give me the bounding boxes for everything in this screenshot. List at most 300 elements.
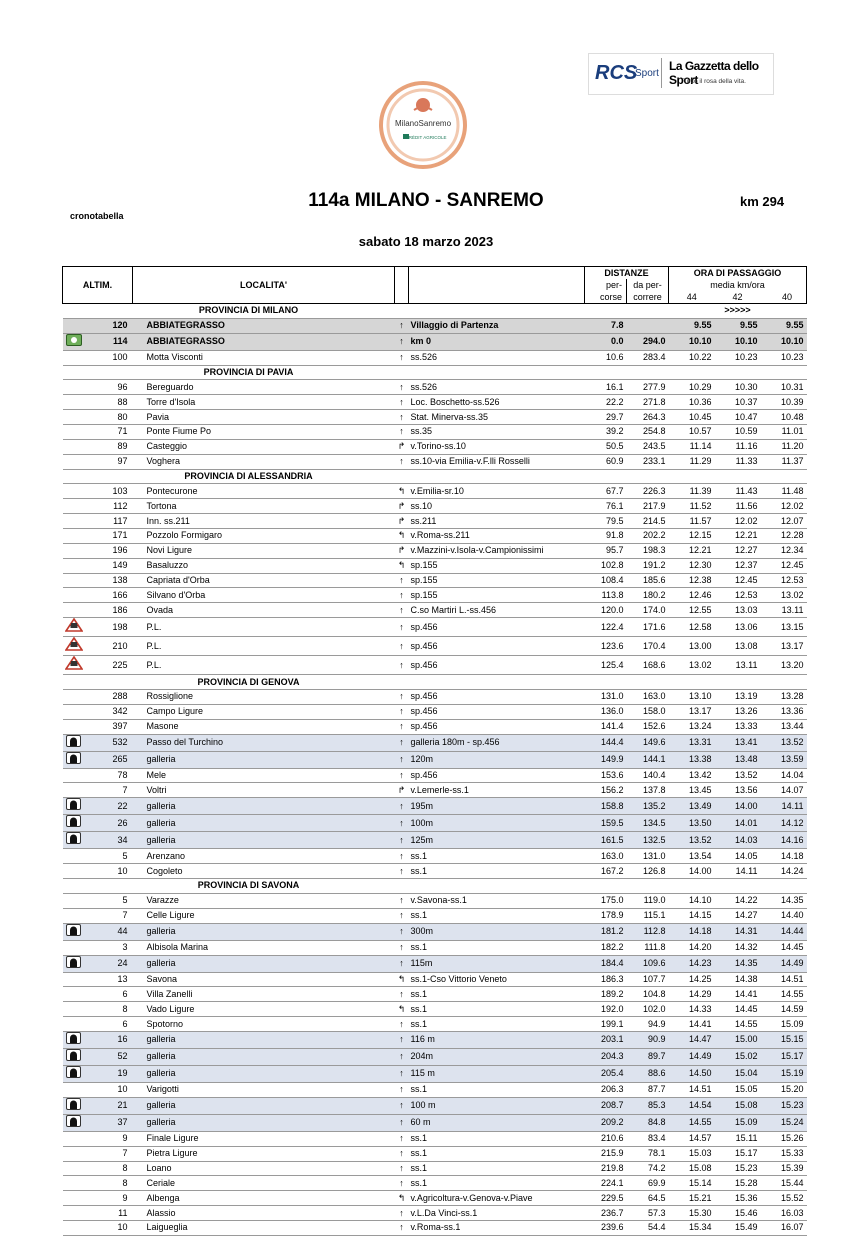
table-row	[63, 849, 807, 864]
distance-remaining: 134.5	[627, 815, 669, 832]
time-40: 15.19	[761, 1065, 807, 1082]
time-42: 12.37	[715, 558, 761, 573]
rcs-gazzetta-logo	[588, 53, 774, 95]
distance-covered: 163.0	[585, 849, 627, 864]
direction-arrow: ↑	[395, 987, 409, 1002]
time-42: 10.10	[715, 333, 761, 350]
road-info: sp.155	[409, 558, 585, 573]
table-row	[63, 410, 807, 425]
distance-remaining: 217.9	[627, 499, 669, 514]
table-row	[63, 656, 807, 675]
time-44: 13.24	[669, 719, 715, 734]
altitude: 52	[85, 1048, 133, 1065]
direction-arrow: ↑	[395, 588, 409, 603]
time-44: 12.46	[669, 588, 715, 603]
schedule-table	[62, 266, 806, 1236]
altitude: 22	[85, 798, 133, 815]
direction-cell	[395, 675, 409, 690]
table-row	[63, 815, 807, 832]
altitude: 16	[85, 1031, 133, 1048]
table-row	[63, 768, 807, 783]
altitude-cell	[85, 879, 133, 894]
time-40: 14.18	[761, 849, 807, 864]
distance-remaining: 163.0	[627, 690, 669, 705]
time-44: 13.54	[669, 849, 715, 864]
tunnel-icon	[63, 955, 85, 972]
level-crossing-icon	[63, 618, 85, 637]
road-info: ss.1	[409, 940, 585, 955]
gazzetta-logo-text: La Gazzetta dello Sport	[669, 59, 759, 87]
time-44: 14.49	[669, 1048, 715, 1065]
icon-cell	[63, 318, 85, 333]
location: Mele	[133, 768, 395, 783]
province-header	[63, 675, 807, 690]
distance-remaining: 191.2	[627, 558, 669, 573]
distance-covered: 79.5	[585, 514, 627, 529]
time-44: 11.57	[669, 514, 715, 529]
road-info: v.L.Da Vinci-ss.1	[409, 1206, 585, 1221]
time-42: 13.48	[715, 751, 761, 768]
dist-cell	[585, 879, 627, 894]
table-row	[63, 908, 807, 923]
direction-arrow: ↑	[395, 893, 409, 908]
time-42: 14.03	[715, 832, 761, 849]
time-40: 10.23	[761, 350, 807, 365]
icon-cell	[63, 454, 85, 469]
table-row	[63, 690, 807, 705]
time-40: 13.52	[761, 734, 807, 751]
time-42: 14.00	[715, 798, 761, 815]
direction-arrow: ↑	[395, 350, 409, 365]
time-42: 10.37	[715, 395, 761, 410]
direction-arrow: ↑	[395, 908, 409, 923]
icon-cell	[63, 849, 85, 864]
location: Vado Ligure	[133, 1002, 395, 1017]
road-info: sp.456	[409, 656, 585, 675]
table-row	[63, 395, 807, 410]
altitude: 26	[85, 815, 133, 832]
time-40: 16.03	[761, 1206, 807, 1221]
altitude: 10	[85, 864, 133, 879]
icon-cell	[63, 543, 85, 558]
time-40: 15.39	[761, 1161, 807, 1176]
road-info: v.Savona-ss.1	[409, 893, 585, 908]
distance-remaining: 277.9	[627, 380, 669, 395]
time-40: 14.35	[761, 893, 807, 908]
location: galleria	[133, 832, 395, 849]
distance-covered: 199.1	[585, 1017, 627, 1032]
road-info: 125m	[409, 832, 585, 849]
table-row	[63, 380, 807, 395]
time-44: 15.34	[669, 1220, 715, 1235]
direction-arrow: ↑	[395, 1097, 409, 1114]
distance-covered: 123.6	[585, 637, 627, 656]
altitude: 149	[85, 558, 133, 573]
time-44: 14.18	[669, 923, 715, 940]
time-44: 10.22	[669, 350, 715, 365]
altitude-cell	[85, 675, 133, 690]
altitude: 21	[85, 1097, 133, 1114]
time-42: 14.27	[715, 908, 761, 923]
time-42: 10.30	[715, 380, 761, 395]
road-info: ss.1	[409, 1082, 585, 1097]
table-row	[63, 704, 807, 719]
altitude: 44	[85, 923, 133, 940]
distance-covered: 203.1	[585, 1031, 627, 1048]
col-speed-42: 42	[715, 291, 761, 304]
road-info: 100m	[409, 815, 585, 832]
altitude: 80	[85, 410, 133, 425]
time-40: 13.20	[761, 656, 807, 675]
direction-arrow: ↑	[395, 1161, 409, 1176]
distance-remaining: 94.9	[627, 1017, 669, 1032]
altitude: 7	[85, 1146, 133, 1161]
direction-arrow: ↑	[395, 603, 409, 618]
altitude: 198	[85, 618, 133, 637]
road-info: v.Emilia-sr.10	[409, 484, 585, 499]
table-row	[63, 719, 807, 734]
icon-cell	[63, 893, 85, 908]
road-info: ss.35	[409, 425, 585, 440]
altitude: 97	[85, 454, 133, 469]
time-44: 13.42	[669, 768, 715, 783]
time-40: 12.28	[761, 529, 807, 544]
milano-sanremo-logo	[378, 80, 468, 170]
time-44: 14.55	[669, 1114, 715, 1131]
icon-cell	[63, 987, 85, 1002]
time-44: 10.36	[669, 395, 715, 410]
location: Motta Visconti	[133, 350, 395, 365]
distance-covered: 215.9	[585, 1146, 627, 1161]
road-info: ss.1	[409, 1146, 585, 1161]
road-info: 116 m	[409, 1031, 585, 1048]
time-40: 10.10	[761, 333, 807, 350]
gazzetta-tagline: Tutto il rosa della vita.	[683, 78, 746, 85]
altitude: 10	[85, 1082, 133, 1097]
province-name: PROVINCIA DI PAVIA	[133, 365, 395, 380]
col-localita: LOCALITA'	[133, 267, 395, 304]
time-40: 15.09	[761, 1017, 807, 1032]
table-row	[63, 940, 807, 955]
road-info: ss.1	[409, 1131, 585, 1146]
road-info: v.Lemerle-ss.1	[409, 783, 585, 798]
time-42: 15.04	[715, 1065, 761, 1082]
time-42: 13.26	[715, 704, 761, 719]
distance-remaining: 69.9	[627, 1176, 669, 1191]
distance-remaining: 87.7	[627, 1082, 669, 1097]
table-row	[63, 734, 807, 751]
time-42: 14.11	[715, 864, 761, 879]
distance-covered: 120.0	[585, 603, 627, 618]
distance-covered: 156.2	[585, 783, 627, 798]
time-40: 14.55	[761, 987, 807, 1002]
tunnel-icon	[63, 1065, 85, 1082]
schedule-body	[63, 304, 807, 1236]
table-row	[63, 637, 807, 656]
altitude: 138	[85, 573, 133, 588]
time-44: 13.49	[669, 798, 715, 815]
distance-covered: 186.3	[585, 972, 627, 987]
time-42: 15.17	[715, 1146, 761, 1161]
time-40: 15.23	[761, 1097, 807, 1114]
tunnel-icon	[63, 1048, 85, 1065]
direction-arrow: ↱	[395, 439, 409, 454]
time-44: 10.29	[669, 380, 715, 395]
time-44: 12.15	[669, 529, 715, 544]
road-info: v.Agricoltura-v.Genova-v.Piave	[409, 1191, 585, 1206]
altitude: 19	[85, 1065, 133, 1082]
distance-covered: 184.4	[585, 955, 627, 972]
road-info: km 0	[409, 333, 585, 350]
time-42: 11.43	[715, 484, 761, 499]
altitude: 196	[85, 543, 133, 558]
distance-covered: 210.6	[585, 1131, 627, 1146]
dist-cell	[627, 365, 669, 380]
icon-cell	[63, 768, 85, 783]
distance-remaining: 126.8	[627, 864, 669, 879]
time-42: 13.52	[715, 768, 761, 783]
time-40: 11.01	[761, 425, 807, 440]
table-row	[63, 318, 807, 333]
location: galleria	[133, 1065, 395, 1082]
distance-remaining: 132.5	[627, 832, 669, 849]
time-42: 10.23	[715, 350, 761, 365]
road-info: sp.456	[409, 768, 585, 783]
road-info: sp.155	[409, 588, 585, 603]
altitude-cell	[85, 365, 133, 380]
col-da-per-1: da per-	[627, 279, 669, 291]
distance-remaining: 57.3	[627, 1206, 669, 1221]
table-row	[63, 603, 807, 618]
table-row	[63, 1002, 807, 1017]
province-arrows: >>>>>	[669, 304, 807, 319]
location: Bereguardo	[133, 380, 395, 395]
distance-covered: 10.6	[585, 350, 627, 365]
location: Pontecurone	[133, 484, 395, 499]
dist-cell	[627, 879, 669, 894]
time-40: 13.17	[761, 637, 807, 656]
tunnel-icon	[63, 1097, 85, 1114]
road-cell	[409, 469, 585, 484]
direction-arrow: ↑	[395, 751, 409, 768]
location: ABBIATEGRASSO	[133, 318, 395, 333]
altitude: 210	[85, 637, 133, 656]
province-header	[63, 304, 807, 319]
direction-arrow: ↑	[395, 618, 409, 637]
altitude-cell	[85, 304, 133, 319]
tunnel-icon	[63, 1031, 85, 1048]
dist-cell	[627, 304, 669, 319]
col-speed-44: 44	[669, 291, 715, 304]
province-name: PROVINCIA DI ALESSANDRIA	[133, 469, 395, 484]
distance-remaining: 109.6	[627, 955, 669, 972]
icon-cell	[63, 1176, 85, 1191]
distance-covered: 181.2	[585, 923, 627, 940]
table-row	[63, 484, 807, 499]
distance-covered: 224.1	[585, 1176, 627, 1191]
distance-covered: 67.7	[585, 484, 627, 499]
time-40: 9.55	[761, 318, 807, 333]
time-44: 13.02	[669, 656, 715, 675]
table-row	[63, 499, 807, 514]
distance-covered: 175.0	[585, 893, 627, 908]
location: Masone	[133, 719, 395, 734]
icon-cell	[63, 350, 85, 365]
location: galleria	[133, 1048, 395, 1065]
time-42: 15.46	[715, 1206, 761, 1221]
icon-cell	[63, 940, 85, 955]
icon-cell	[63, 395, 85, 410]
direction-arrow: ↑	[395, 1031, 409, 1048]
total-distance: km 294	[740, 194, 785, 209]
distance-remaining: 89.7	[627, 1048, 669, 1065]
time-44: 14.23	[669, 955, 715, 972]
distance-covered: 113.8	[585, 588, 627, 603]
time-44: 10.57	[669, 425, 715, 440]
dist-cell	[585, 304, 627, 319]
table-row	[63, 1146, 807, 1161]
direction-cell	[395, 469, 409, 484]
road-info: 300m	[409, 923, 585, 940]
time-40: 15.44	[761, 1176, 807, 1191]
table-row	[63, 588, 807, 603]
time-42: 14.05	[715, 849, 761, 864]
direction-arrow: ↰	[395, 484, 409, 499]
distance-remaining: 88.6	[627, 1065, 669, 1082]
table-row	[63, 798, 807, 815]
direction-arrow: ↱	[395, 514, 409, 529]
dist-cell	[627, 675, 669, 690]
start-flag-icon	[63, 333, 85, 350]
location: Spotorno	[133, 1017, 395, 1032]
road-info: ss.1	[409, 849, 585, 864]
distance-covered: 158.8	[585, 798, 627, 815]
direction-arrow: ↰	[395, 529, 409, 544]
altitude: 8	[85, 1161, 133, 1176]
table-row	[63, 1097, 807, 1114]
icon-cell	[63, 365, 85, 380]
direction-arrow: ↑	[395, 380, 409, 395]
icon-cell	[63, 439, 85, 454]
icon-cell	[63, 1082, 85, 1097]
icon-cell	[63, 410, 85, 425]
distance-covered: 91.8	[585, 529, 627, 544]
distance-remaining: 233.1	[627, 454, 669, 469]
icon-cell	[63, 484, 85, 499]
time-40: 10.31	[761, 380, 807, 395]
time-42: 13.11	[715, 656, 761, 675]
location: Capriata d'Orba	[133, 573, 395, 588]
time-40: 14.44	[761, 923, 807, 940]
table-row	[63, 1017, 807, 1032]
time-44: 12.58	[669, 618, 715, 637]
direction-arrow: ↑	[395, 923, 409, 940]
altitude: 120	[85, 318, 133, 333]
altitude: 11	[85, 1206, 133, 1221]
location: Celle Ligure	[133, 908, 395, 923]
altitude: 6	[85, 1017, 133, 1032]
province-name: PROVINCIA DI MILANO	[133, 304, 395, 319]
distance-remaining: 158.0	[627, 704, 669, 719]
icon-cell	[63, 469, 85, 484]
road-info: ss.1	[409, 908, 585, 923]
direction-arrow: ↱	[395, 499, 409, 514]
road-info: ss.10-via Emilia-v.F.lli Rosselli	[409, 454, 585, 469]
road-cell	[409, 304, 585, 319]
time-42: 14.45	[715, 1002, 761, 1017]
altitude: 71	[85, 425, 133, 440]
direction-arrow: ↑	[395, 690, 409, 705]
altitude: 89	[85, 439, 133, 454]
direction-arrow: ↑	[395, 815, 409, 832]
time-42: 15.09	[715, 1114, 761, 1131]
time-42: 13.19	[715, 690, 761, 705]
direction-arrow: ↑	[395, 656, 409, 675]
road-info: ss.526	[409, 350, 585, 365]
road-info: v.Torino-ss.10	[409, 439, 585, 454]
dist-cell	[585, 675, 627, 690]
distance-covered: 136.0	[585, 704, 627, 719]
road-info: ss.526	[409, 380, 585, 395]
logo-left-sponsor: CRÉDIT AGRICOLE	[405, 135, 447, 140]
distance-covered: 236.7	[585, 1206, 627, 1221]
icon-cell	[63, 1002, 85, 1017]
distance-remaining: 214.5	[627, 514, 669, 529]
location: galleria	[133, 1031, 395, 1048]
altitude: 342	[85, 704, 133, 719]
tunnel-icon	[63, 734, 85, 751]
time-44: 14.33	[669, 1002, 715, 1017]
time-40: 10.48	[761, 410, 807, 425]
distance-remaining: 171.6	[627, 618, 669, 637]
time-40: 15.20	[761, 1082, 807, 1097]
direction-arrow: ↑	[395, 333, 409, 350]
distance-remaining: 294.0	[627, 333, 669, 350]
altitude-cell	[85, 469, 133, 484]
distance-covered: 131.0	[585, 690, 627, 705]
time-44: 14.00	[669, 864, 715, 879]
table-row	[63, 783, 807, 798]
road-info: 195m	[409, 798, 585, 815]
road-info: 115m	[409, 955, 585, 972]
location: galleria	[133, 923, 395, 940]
table-row	[63, 529, 807, 544]
icon-cell	[63, 514, 85, 529]
distance-covered: 102.8	[585, 558, 627, 573]
altitude: 9	[85, 1131, 133, 1146]
distance-covered: 29.7	[585, 410, 627, 425]
altitude: 96	[85, 380, 133, 395]
col-speed-40: 40	[761, 291, 807, 304]
altitude: 5	[85, 893, 133, 908]
table-row	[63, 1206, 807, 1221]
distance-covered: 95.7	[585, 543, 627, 558]
direction-arrow: ↑	[395, 425, 409, 440]
province-arrows	[669, 469, 807, 484]
distance-remaining: 152.6	[627, 719, 669, 734]
location: Varigotti	[133, 1082, 395, 1097]
time-42: 13.56	[715, 783, 761, 798]
direction-arrow: ↑	[395, 1131, 409, 1146]
road-info: ss.1	[409, 1176, 585, 1191]
time-40: 12.07	[761, 514, 807, 529]
time-40: 14.11	[761, 798, 807, 815]
time-40: 15.33	[761, 1146, 807, 1161]
distance-covered: 204.3	[585, 1048, 627, 1065]
location: P.L.	[133, 656, 395, 675]
table-row	[63, 1176, 807, 1191]
distance-remaining: 283.4	[627, 350, 669, 365]
